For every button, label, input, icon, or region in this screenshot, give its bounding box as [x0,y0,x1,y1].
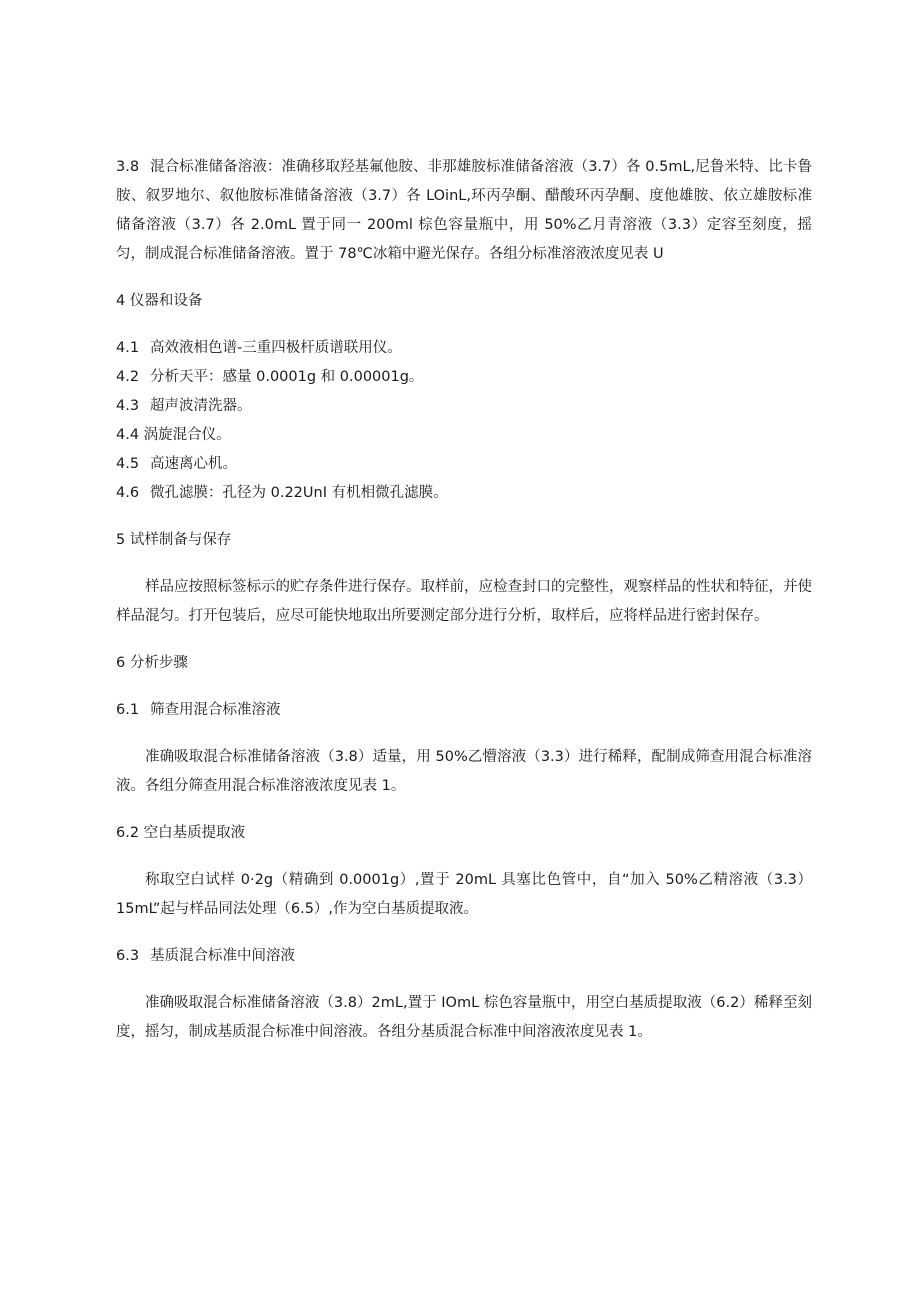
section-4-heading: 4 仪器和设备 [116,293,203,309]
item-text: 分析天平：感量 0.0001g 和 0.00001g。 [150,369,424,385]
section-5-heading: 5 试样制备与保存 [116,532,232,548]
item-text: 高速离心机。 [150,456,237,472]
item-number: 4.5 [116,456,140,472]
item-text: 高效液相色谱-三重四极杆质谱联用仪。 [150,340,402,356]
list-item-4-2 [116,363,812,392]
section-6-3-text: 准确吸取混合标准储备溶液（3.8）2mL,置于 IOmL 棕色容量瓶中，用空白基质提取液（6.2）稀释至刻度，摇匀，制成基质混合标准中间溶液。各组分基质混合标准中间溶液浓度见表 1。 [116,995,812,1040]
item-number: 4.6 [116,485,140,501]
item-text: 超声波清洗器。 [150,398,252,414]
section-6-3-heading [116,942,812,971]
list-item-4-5 [116,450,812,479]
section-6-1-heading [116,696,812,725]
section-5-text: 样品应按照标签标示的贮存条件进行保存。取样前，应检查封口的完整性，观察样品的性状和特征，并使样品混匀。打开包装后，应尽可能快地取出所要测定部分进行分析，取样后，应将样品进行密封保存。 [116,579,812,624]
section-text: 混合标准储备溶液：准确移取羟基氟他胺、非那雄胺标准储备溶液（3.7）各 0.5mL,尼鲁米特、比卡鲁胺、叙罗地尔、叙他胺标准储备溶液（3.7）各 LOinL,环丙孕酮、醋酸环丙孕酮、度他雄胺、依立雄胺标准储备溶液（3.7）各 2.0mL 置于同一 200ml 棕色容量瓶中，用 50%乙月青溶液（3.3）定容至刻度，摇匀，制成混合标准储备溶液。置于 78℃冰箱中避光保存。各组分标准溶液浓度见表 U [116,159,812,262]
item-text: 微孔滤膜：孔径为 0.22UnI 有机相微孔滤膜。 [150,485,448,501]
document-page [116,153,812,1047]
item-text: 4.4 涡旋混合仪。 [116,427,231,443]
section-6-2-heading: 6.2 空白基质提取液 [116,825,246,841]
section-6-2-text: 称取空白试样 0·2g（精确到 0.0001g）,置于 20mL 具塞比色管中，自“加入 50%乙精溶液（3.3）15mL”起与样品同法处理（6.5）,作为空白基质提取液。 [116,872,812,917]
section-number: 3.8 [116,159,140,175]
section-number: 6.1 [116,702,140,718]
list-item-4-1 [116,334,812,363]
item-number: 4.3 [116,398,140,414]
section-title: 基质混合标准中间溶液 [150,948,295,964]
list-item-4-6 [116,479,812,508]
list-item-4-4 [116,421,812,450]
item-number: 4.1 [116,340,140,356]
item-number: 4.2 [116,369,140,385]
list-item-4-3 [116,392,812,421]
section-title: 筛查用混合标准溶液 [150,702,281,718]
section-6-1-text: 准确吸取混合标准储备溶液（3.8）适量，用 50%乙懵溶液（3.3）进行稀释，配制成筛查用混合标准溶液。各组分筛查用混合标准溶液浓度见表 1。 [116,749,812,794]
section-6-heading: 6 分析步骤 [116,655,188,671]
section-3-8 [116,153,812,269]
section-number: 6.3 [116,948,140,964]
